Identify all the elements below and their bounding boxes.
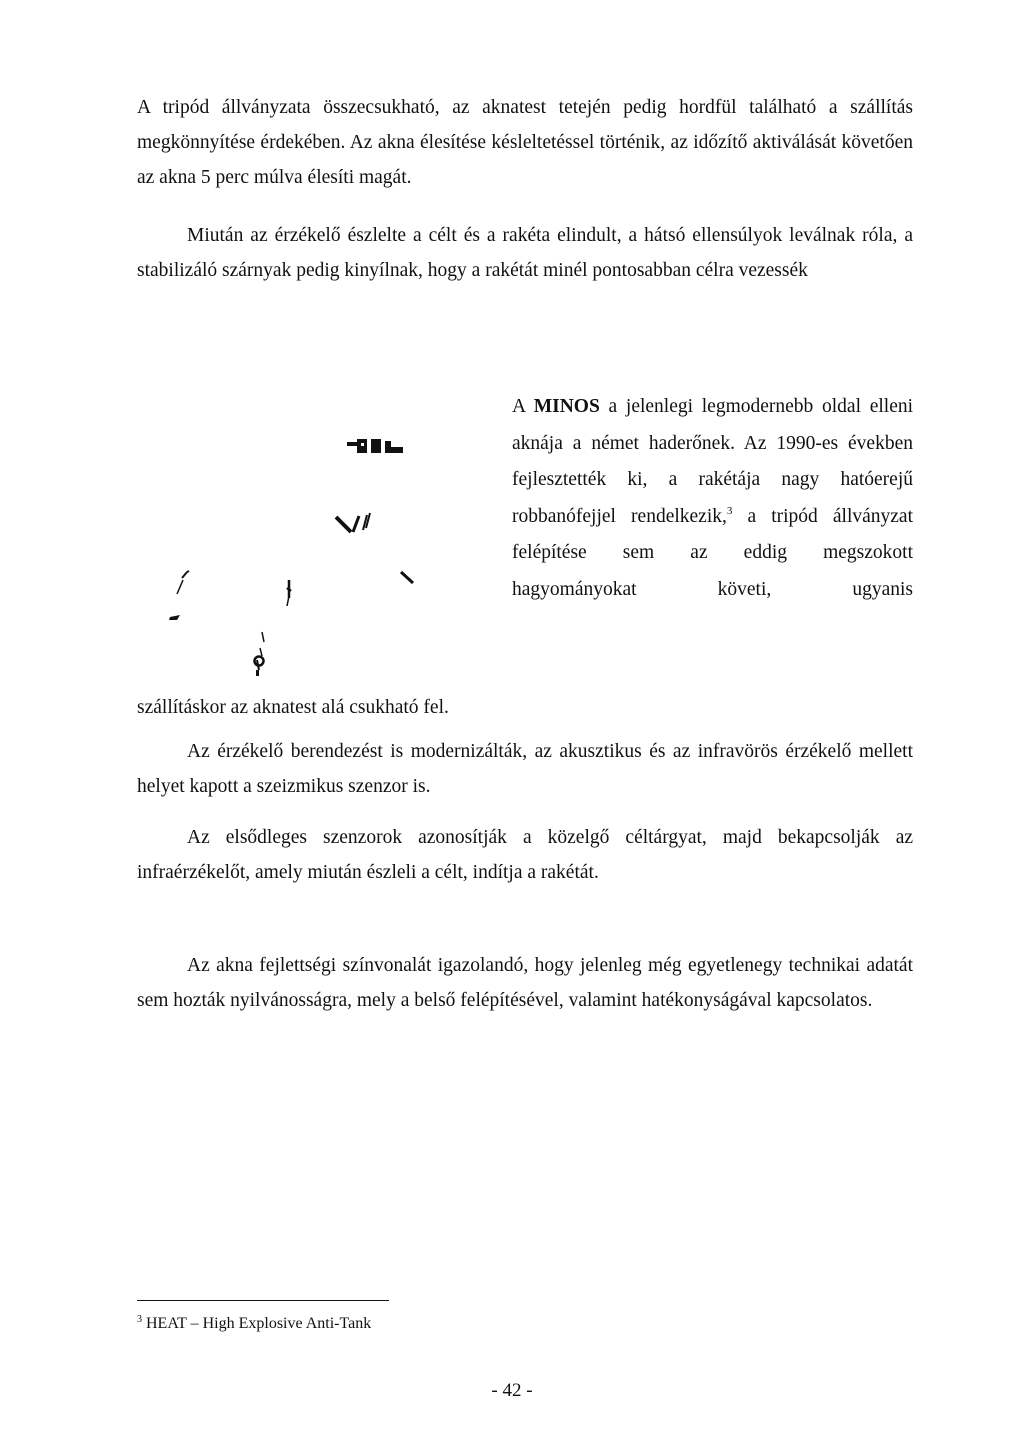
footnote-text: HEAT – High Explosive Anti-Tank (146, 1315, 372, 1332)
footnote-reference[interactable]: 3 (726, 504, 733, 517)
page-number: - 42 - (491, 1380, 533, 1401)
paragraph-tripod: A tripód állványzata összecsukható, az aknatest tetején pedig hordfül található a szállítás megkönnyítése érdekében. Az akna élesítése késleltetéssel történik, az időzítő aktiválását követően az akna 5 perc múlva élesíti magát. (137, 97, 913, 188)
paragraph-minos-intro (512, 389, 913, 608)
base-fragments (169, 615, 264, 676)
footnote (137, 1313, 371, 1335)
paragraph-minos-continuation: szállításkor az aknatest alá csukható fel. (137, 697, 449, 718)
paragraph-rocket-launch: Miután az érzékelő észlelte a célt és a rakéta elindult, a hátsó ellensúlyok leválnak róla, a stabilizáló szárnyak pedig kinyílnak, hogy a rakétát minél pontosabban célra vezessék (137, 225, 913, 281)
paragraph-development-level: Az akna fejlettségi színvonalát igazolandó, hogy jelenleg még egyetlenegy technikai adatát sem hozták nyilvánosságra, mely a belső felépítésével, valamint hatékonyságával kapcsolatos. (137, 955, 913, 1011)
footnote-divider (137, 1300, 389, 1301)
paragraph-sensor-modernization: Az érzékelő berendezést is modernizálták, az akusztikus és az infravörös érzékelő mellett helyet kapott a szeizmikus szenzor is. (137, 741, 913, 797)
footnote-marker: 3 (137, 1314, 142, 1325)
minos-mine-image (137, 420, 467, 690)
tripod-fragments (177, 513, 413, 670)
minos-text-part1: a jelenlegi legmodernebb oldal elleni aknája a német haderőnek. Az 1990-es években fejlesztették ki, a rakétája nagy hatóerejű robbanófejjel rendelkezik, (512, 396, 914, 527)
minos-text-part2: a tripód állványzat felépítése sem az eddig megszokott hagyományokat követi, ugyanis (512, 505, 914, 600)
mine-figure-svg (137, 420, 467, 690)
minos-prefix: A (512, 396, 526, 417)
sensor-head-fragment (347, 439, 403, 453)
paragraph-primary-sensors: Az elsődleges szenzorok azonosítják a közelgő céltárgyat, majd bekapcsolják az infraérzékelőt, amely miután észleli a célt, indítja a rakétát. (137, 827, 913, 883)
minos-name: MINOS (533, 396, 600, 417)
